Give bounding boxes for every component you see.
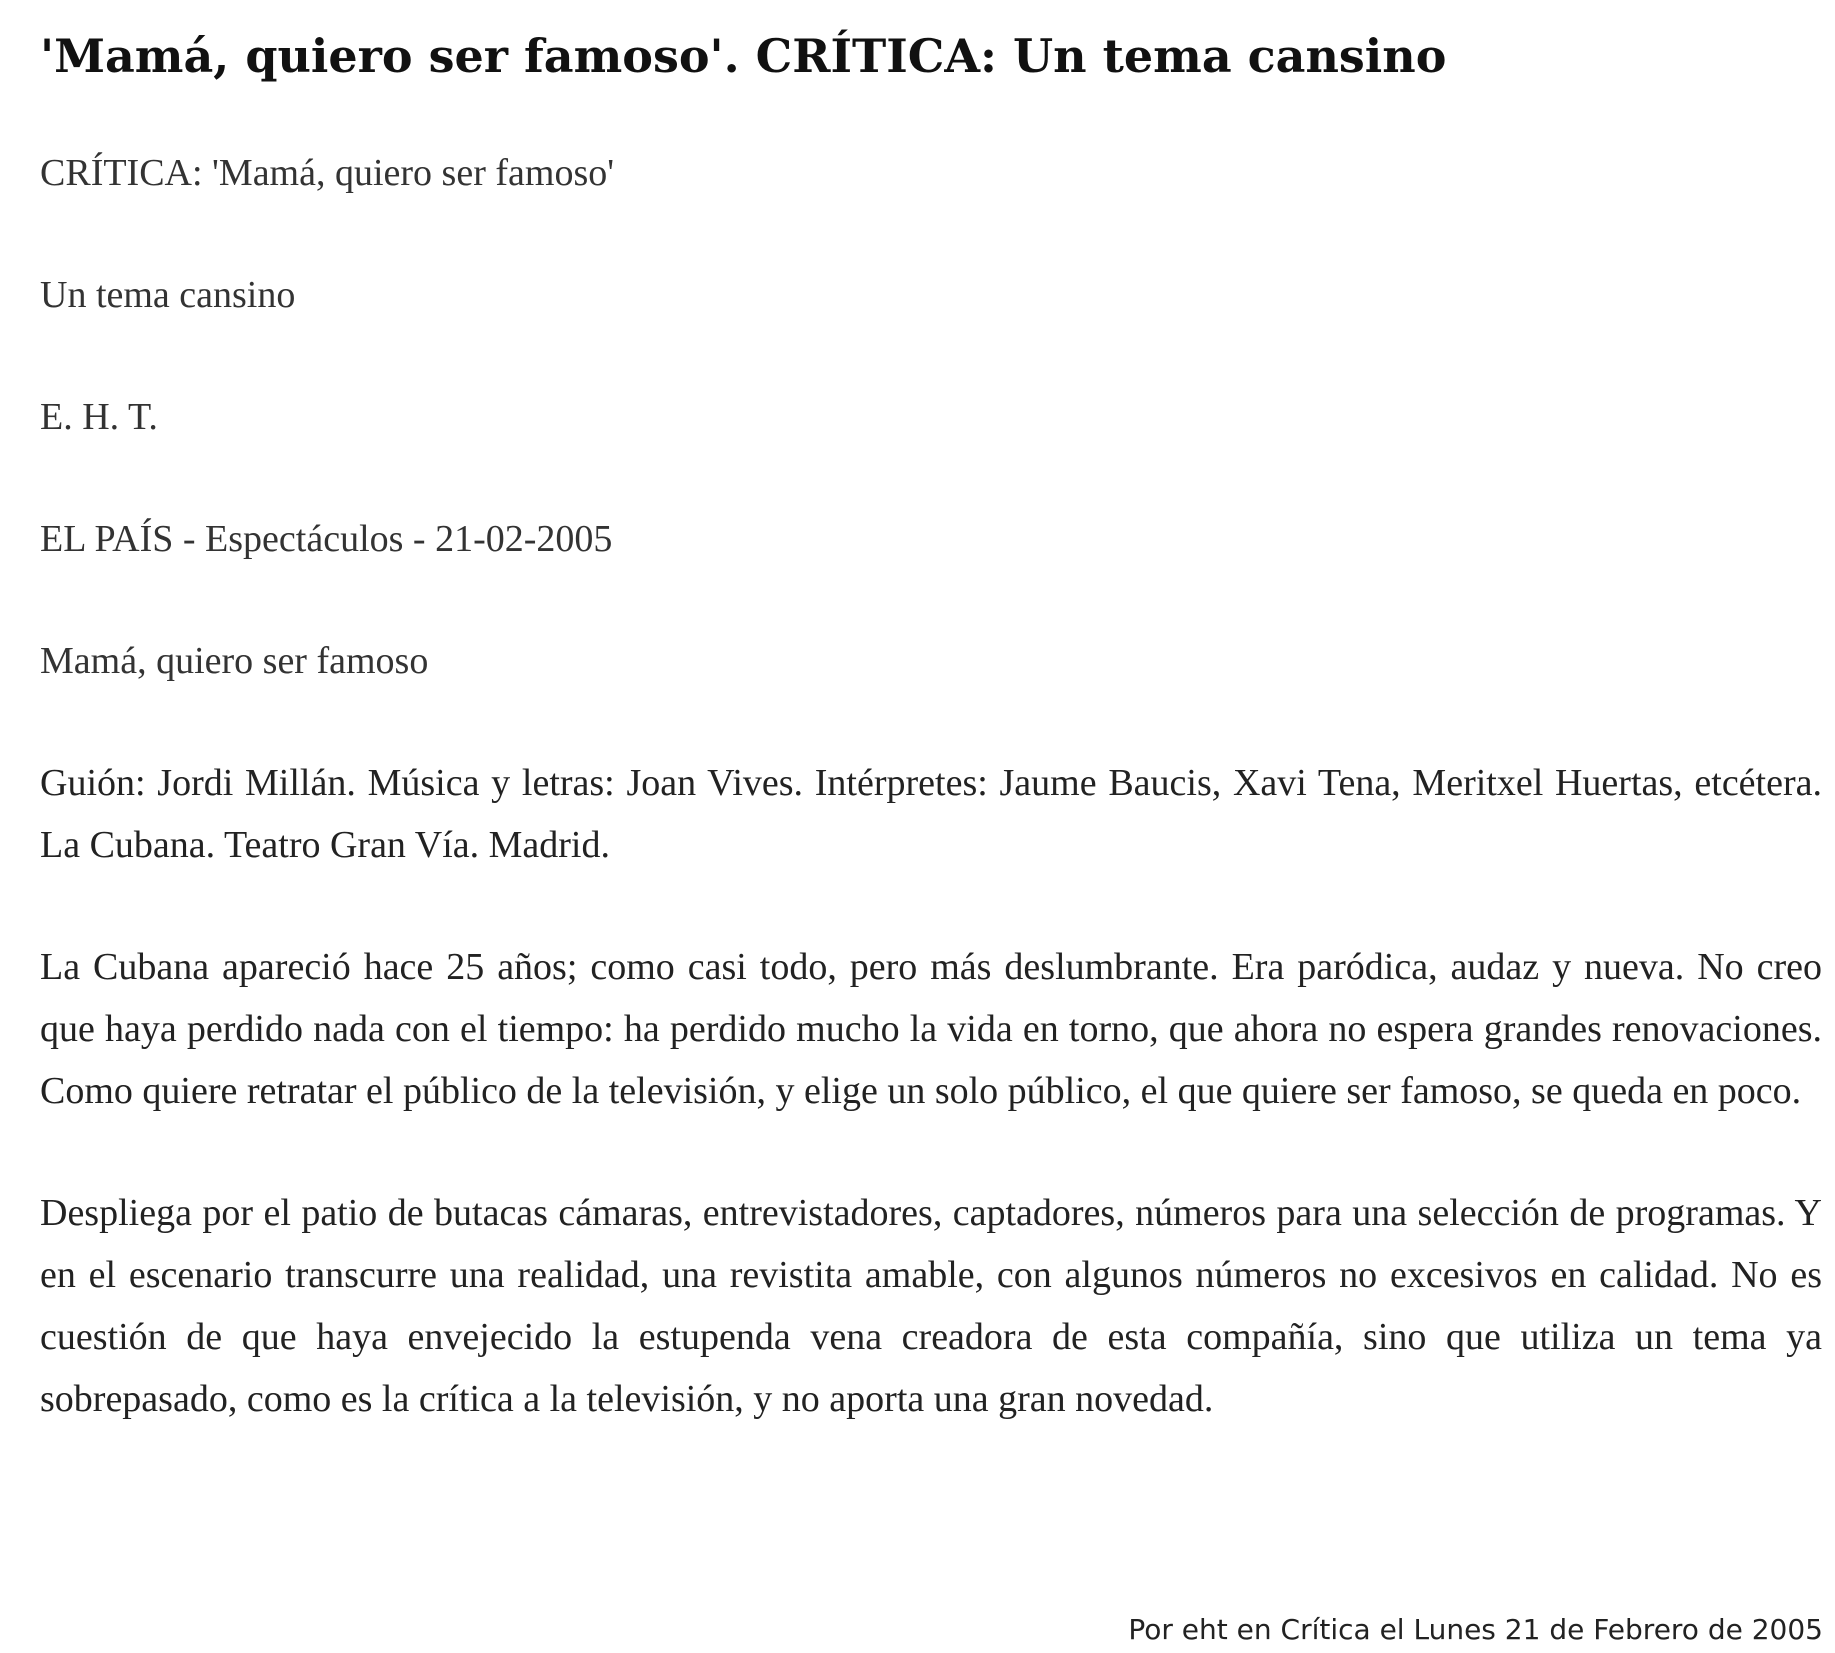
article-subtitle: Un tema cansino xyxy=(40,274,296,316)
article-paragraph-1: La Cubana apareció hace 25 años; como casi todo, pero más deslumbrante. Era paródica, audaz y nueva. No creo que haya perdido nada con el tiempo: ha perdido mucho la vida en torno, que ahora no espera grandes renovaciones. Como quiere retratar el público de la televisión, y elige un solo público, el que quiere ser famoso, se queda en poco. xyxy=(40,946,1822,1112)
article-paragraph-2: Despliega por el patio de butacas cámaras, entrevistadores, captadores, números para una selección de programas. Y en el escenario transcurre una realidad, una revistita amable, con algunos números no excesivos en calidad. No es cuestión de que haya envejecido la estupenda vena creadora de esta compañía, sino que utiliza un tema ya sobrepasado, como es la crítica a la televisión, y no aporta una gran novedad. xyxy=(40,1192,1822,1420)
article-footer: Por eht en Crítica el Lunes 21 de Febrero de 2005 xyxy=(1128,1613,1823,1646)
article-source-line: EL PAÍS - Espectáculos - 21-02-2005 xyxy=(40,518,613,560)
article-headline: 'Mamá, quiero ser famoso'. CRÍTICA: Un tema cansino xyxy=(40,29,1447,83)
article-credits: Guión: Jordi Millán. Música y letras: Joan Vives. Intérpretes: Jaume Baucis, Xavi Tena, Meritxel Huertas, etcétera. La Cubana. Teatro Gran Vía. Madrid. xyxy=(40,762,1822,866)
article-author: E. H. T. xyxy=(40,396,158,438)
article-play-title: Mamá, quiero ser famoso xyxy=(40,640,429,682)
article xyxy=(40,18,1822,1430)
article-kicker: CRÍTICA: 'Mamá, quiero ser famoso' xyxy=(40,152,615,194)
